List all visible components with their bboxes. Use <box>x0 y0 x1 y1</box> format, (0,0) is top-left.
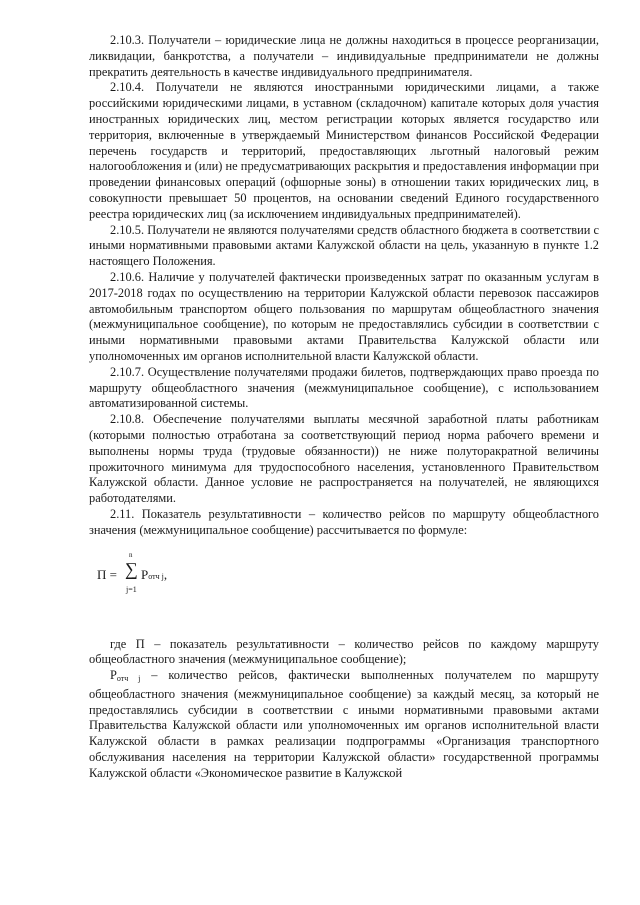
formula-term: Pотч j, <box>141 566 168 582</box>
clause-2-10-8: 2.10.8. Обеспечение получателями выплаты месячной заработной платы работникам (которыми полностью отработана за соответствующий период норма рабочего времени и выполнены нормы труда (трудовые обязанности)) не ниже полуторакратной величины прожиточного минимума для трудоспособного населения, установленного Правительством Калужской области. Данное условие не распространяется на получателей, не являющихся работодателями. <box>89 412 599 506</box>
formula-sum-lower: j=1 <box>126 584 137 594</box>
definition-p-subscript: отч j <box>116 674 141 684</box>
clause-2-10-5: 2.10.5. Получатели не являются получателями средств областного бюджета в соответствии с иными нормативными правовыми актами Калужской области на цель, указанную в пункте 1.2 настоящего Положения. <box>89 222 599 269</box>
definition-p-symbol: P <box>110 668 117 683</box>
formula-term-subscript: отч j <box>148 571 164 581</box>
clause-2-11: 2.11. Показатель результативности – количество рейсов по маршруту общеобластного значения (межмуниципальное сообщение) рассчитывается по формуле: <box>89 506 599 537</box>
clause-2-10-4: 2.10.4. Получатели не являются иностранными юридическими лицами, а также российскими юридическими лицами, в уставном (складочном) капитале которых доля участия иностранных юридических лиц, местом регистрации которых является государство или территория, включенные в утверждаемый Министерством финансов Российской Федерации перечень государств и территорий, предоставляющих льготный налоговый режим налогообложения и (или) не предусматривающих раскрытия и предоставления информации при проведении финансовых операций (офшорные зоны) в отношении таких юридических лиц, в совокупности превышает 50 процентов, на основании сведений Единого государственного реестра юридических лиц (за исключением индивидуальных предпринимателей). <box>89 80 599 221</box>
clause-2-10-7: 2.10.7. Осуществление получателями продажи билетов, подтверждающих право проезда по маршруту общеобластного значения (межмуниципальное сообщение), с использованием автоматизированной системы. <box>89 364 599 411</box>
sum-symbol: ∑ <box>125 558 138 579</box>
definition-p-text: – количество рейсов, фактически выполненных получателем по маршруту общеобластного значения (межмуниципальное сообщение) за каждый месяц, за который не предоставлялись субсидии в соответствии с иными нормативными правовыми актами Правительства Калужской области или уполномоченных им органов исполнительной власти Калужской области в рамках реализации подпрограммы «Организация транспортного обслуживания населения на территории Калужской области» государственной программы Калужской области «Экономическое развитие в Калужской <box>89 668 599 780</box>
definition-pi: где П – показатель результативности – количество рейсов по каждому маршруту общеобластного значения (межмуниципальное сообщение); <box>89 636 599 667</box>
definition-p-otch <box>89 668 599 782</box>
formula-sum-upper: n <box>129 550 133 559</box>
clause-2-10-6: 2.10.6. Наличие у получателей фактически произведенных затрат по оказанным услугам в 2017-2018 годах по осуществлению на территории Калужской области перевозок пассажиров автомобильным транспортом общего пользования по маршрутам общеобластного значения (межмуниципальное сообщение), по которым не предоставлялись субсидии в соответствии с иными нормативными правовыми актами Правительства Калужской области или уполномоченных им органов исполнительной власти Калужской области. <box>89 269 599 363</box>
formula-lhs: П = <box>97 566 117 582</box>
document-page <box>89 33 599 782</box>
clause-2-10-3: 2.10.3. Получатели – юридические лица не должны находиться в процессе реорганизации, ликвидации, банкротства, а получатели – индивидуальные предприниматели не должны прекратить деятельность в качестве индивидуального предпринимателя. <box>89 33 599 79</box>
result-formula <box>97 547 599 609</box>
